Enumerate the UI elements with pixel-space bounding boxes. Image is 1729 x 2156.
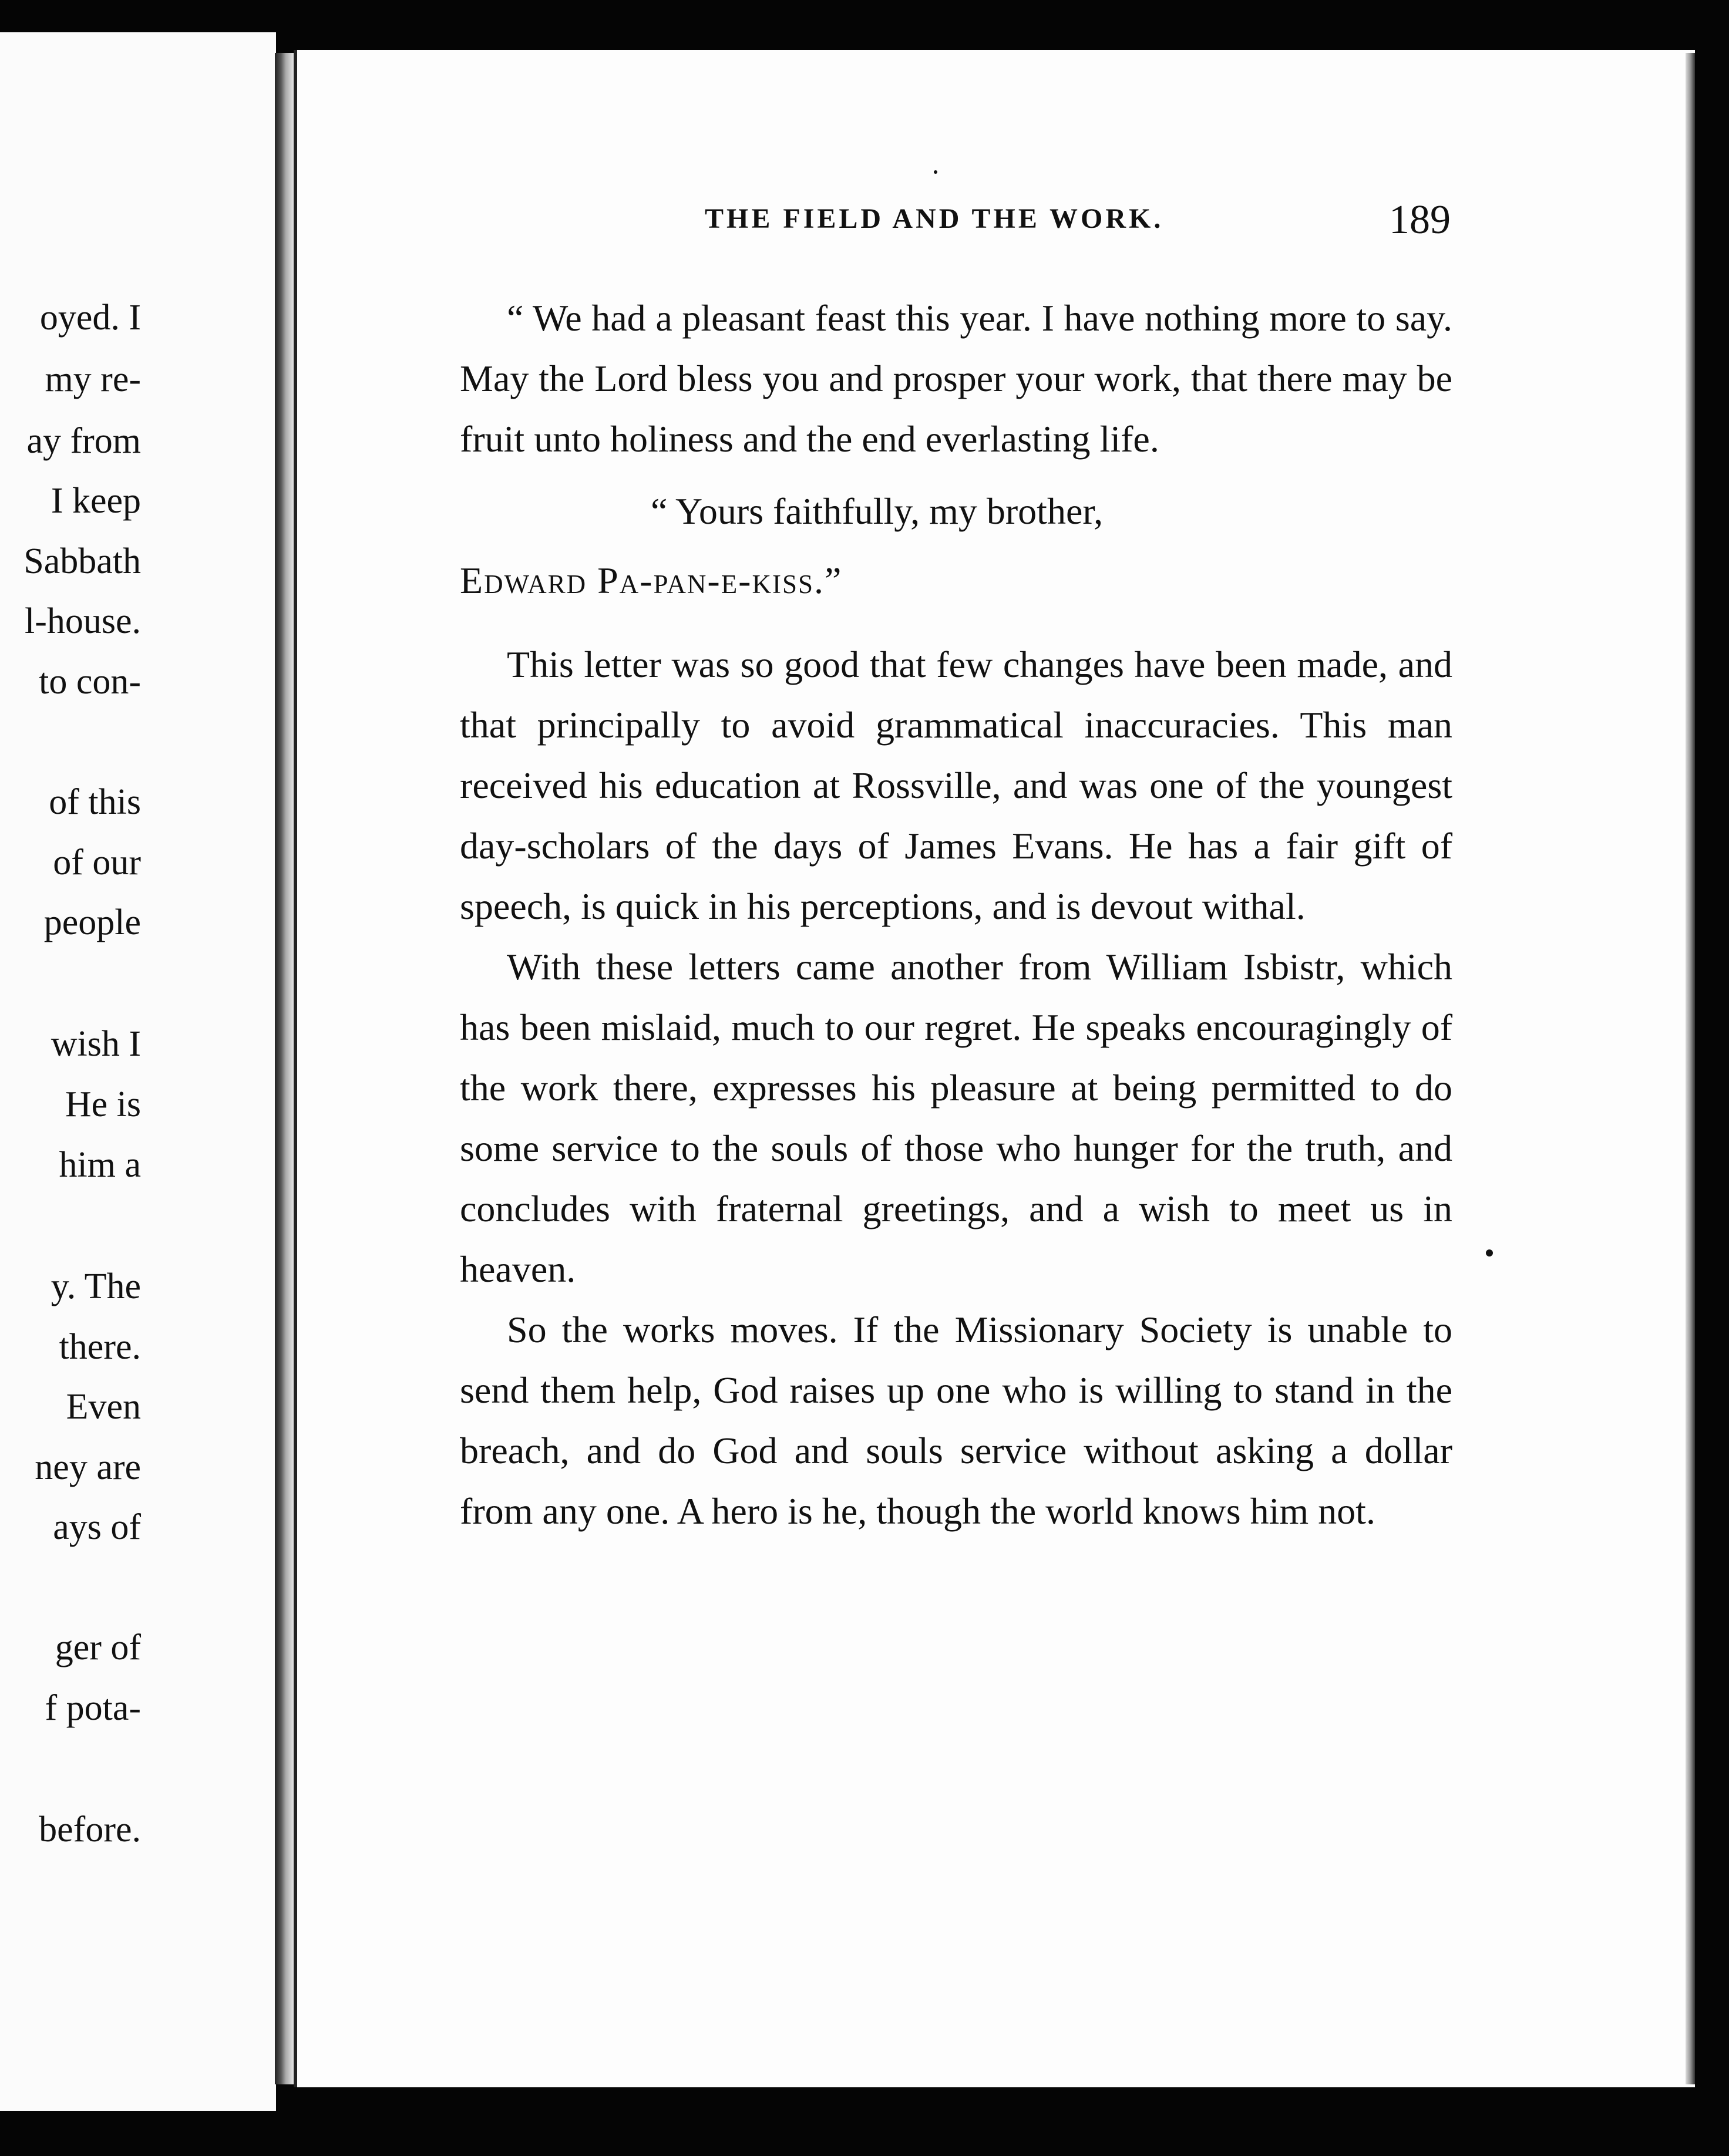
running-head: THE FIELD AND THE WORK. — [705, 203, 1164, 234]
book-gutter — [275, 53, 295, 2084]
facing-page-line: ger of — [55, 1628, 141, 1667]
facing-page-line: oyed. I — [39, 298, 141, 338]
paragraph: This letter was so good that few changes have been made, and that principally to avoid grammatical inaccuracies. This man received his education at Rossville, and was one of the youngest day-scholars of the days of James Evans. He has a fair gift of speech, is quick in his perceptions, and is devout withal. — [460, 644, 1452, 927]
page-edge — [1686, 53, 1695, 2084]
facing-page-line: Sabbath — [23, 541, 141, 581]
paragraph: With these letters came another from William Isbistr, which has been mislaid, much to our regret. He speaks encouragingly of the work there, expresses his pleasure at being permitted to do some service to the souls of those who hunger for the truth, and concludes with fraternal greetings, and a wish to meet us in heaven. — [460, 946, 1452, 1290]
facing-page-line: before. — [39, 1810, 141, 1850]
facing-page-line: Even — [66, 1387, 141, 1427]
ink-speck — [1486, 1249, 1493, 1256]
page-body — [460, 288, 1452, 1541]
facing-page-line: He is — [65, 1084, 141, 1124]
letter-signature: Edward Pa-pan-e-kiss.” — [460, 560, 843, 601]
letter-signoff: “ Yours faithfully, my brother, — [651, 490, 1104, 532]
letter-closing-paragraph: “ We had a pleasant feast this year. I have nothing more to say. May the Lord bless you and prosper your work, that there may be fruit unto holiness and the end everlasting life. — [460, 297, 1452, 460]
facing-page-line: ays of — [53, 1507, 141, 1547]
facing-page-line: of this — [49, 782, 141, 822]
facing-page-line: f pota- — [45, 1688, 141, 1728]
facing-page-line: him a — [59, 1145, 141, 1185]
facing-page-line: y. The — [51, 1266, 141, 1306]
facing-page-line: of our — [53, 843, 141, 882]
facing-page-line: wish I — [51, 1024, 141, 1064]
page-number: 189 — [1389, 197, 1451, 242]
ink-speck — [934, 170, 937, 174]
facing-page-line: people — [43, 902, 141, 942]
facing-page-line: to con- — [39, 662, 141, 702]
facing-page-line: there. — [59, 1327, 141, 1367]
facing-page-line: l-house. — [24, 601, 141, 641]
paragraph: So the works moves. If the Missionary Society is unable to send them help, God raises up one who is willing to stand in the breach, and do God and souls service without asking a dollar from any one. A hero is he, though the world knows him not. — [460, 1309, 1452, 1532]
facing-page — [0, 32, 276, 2111]
facing-page-line: ney are — [35, 1447, 141, 1487]
facing-page-line: my re- — [45, 359, 141, 399]
facing-page-line: ay from — [26, 421, 141, 461]
facing-page-line: I keep — [51, 481, 141, 521]
